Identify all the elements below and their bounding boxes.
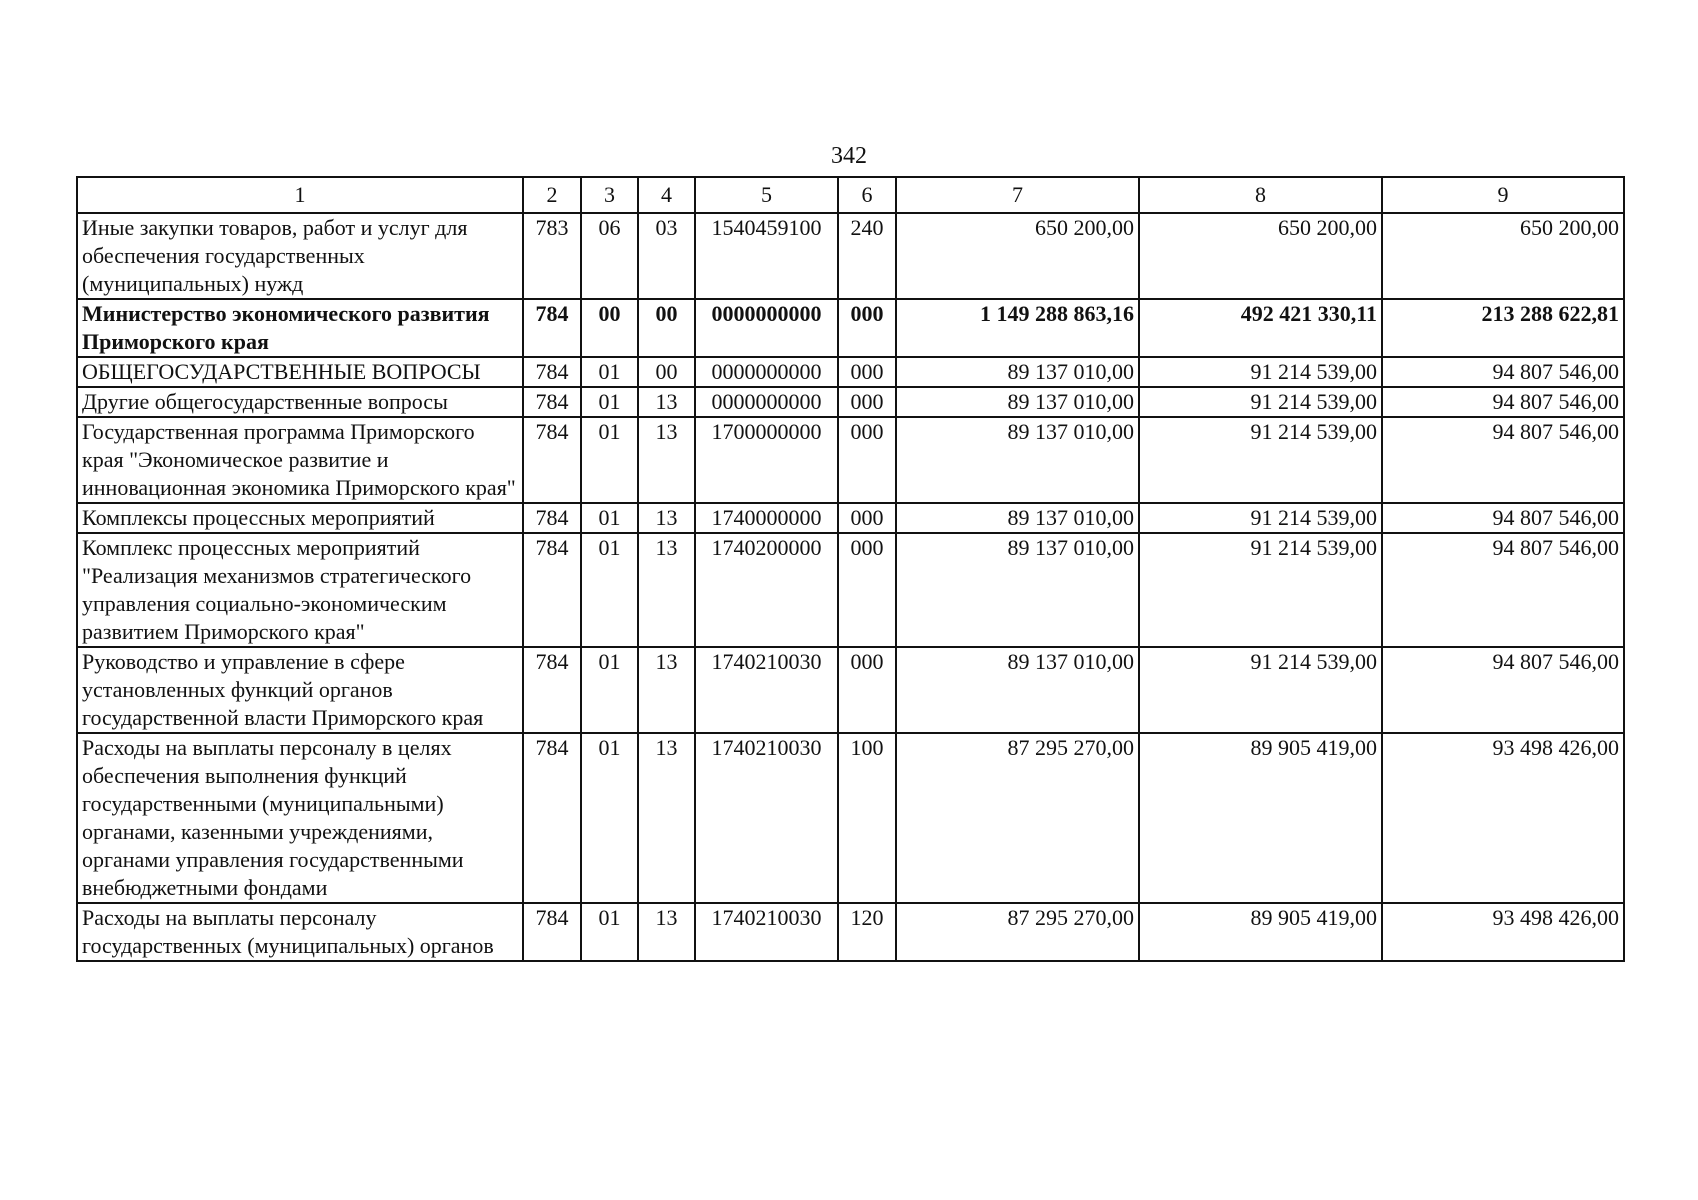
subsection-code: 13 (638, 503, 695, 533)
ministry-code: 784 (523, 417, 581, 503)
amount-col-7: 89 137 010,00 (896, 503, 1139, 533)
ministry-code: 784 (523, 503, 581, 533)
target-article-code: 0000000000 (695, 357, 838, 387)
expense-type-code: 120 (838, 903, 896, 961)
target-article-code: 1740000000 (695, 503, 838, 533)
amount-col-8: 91 214 539,00 (1139, 387, 1382, 417)
target-article-code: 1740210030 (695, 903, 838, 961)
table-row (77, 417, 1624, 503)
subsection-code: 03 (638, 213, 695, 299)
table-row (77, 533, 1624, 647)
section-code: 01 (581, 647, 638, 733)
budget-table (76, 176, 1625, 962)
section-code: 00 (581, 299, 638, 357)
amount-col-7: 89 137 010,00 (896, 533, 1139, 647)
amount-col-7: 87 295 270,00 (896, 733, 1139, 903)
amount-col-9: 94 807 546,00 (1382, 503, 1624, 533)
subsection-code: 13 (638, 387, 695, 417)
amount-col-9: 93 498 426,00 (1382, 733, 1624, 903)
row-name: Государственная программа Приморского края "Экономическое развитие и инновационная экономика Приморского края" (77, 417, 523, 503)
amount-col-7: 89 137 010,00 (896, 357, 1139, 387)
ministry-code: 784 (523, 357, 581, 387)
table-row (77, 387, 1624, 417)
expense-type-code: 000 (838, 533, 896, 647)
subsection-code: 13 (638, 417, 695, 503)
column-header: 2 (523, 177, 581, 213)
row-name: Другие общегосударственные вопросы (77, 387, 523, 417)
column-number-header-row (77, 177, 1624, 213)
amount-col-8: 89 905 419,00 (1139, 733, 1382, 903)
section-code: 01 (581, 387, 638, 417)
table-row (77, 299, 1624, 357)
section-code: 01 (581, 417, 638, 503)
row-name: Комплекс процессных мероприятий "Реализация механизмов стратегического управления социально-экономическим развитием Приморского края" (77, 533, 523, 647)
target-article-code: 1740210030 (695, 733, 838, 903)
row-name: Комплексы процессных мероприятий (77, 503, 523, 533)
table-row (77, 733, 1624, 903)
column-header: 7 (896, 177, 1139, 213)
amount-col-7: 1 149 288 863,16 (896, 299, 1139, 357)
target-article-code: 0000000000 (695, 299, 838, 357)
section-code: 01 (581, 903, 638, 961)
target-article-code: 0000000000 (695, 387, 838, 417)
column-header: 5 (695, 177, 838, 213)
expense-type-code: 000 (838, 357, 896, 387)
row-name: Иные закупки товаров, работ и услуг для обеспечения государственных (муниципальных) нужд (77, 213, 523, 299)
subsection-code: 13 (638, 533, 695, 647)
amount-col-8: 650 200,00 (1139, 213, 1382, 299)
amount-col-9: 94 807 546,00 (1382, 533, 1624, 647)
expense-type-code: 240 (838, 213, 896, 299)
page-number: 342 (831, 143, 867, 169)
amount-col-7: 87 295 270,00 (896, 903, 1139, 961)
ministry-code: 783 (523, 213, 581, 299)
target-article-code: 1740210030 (695, 647, 838, 733)
ministry-code: 784 (523, 733, 581, 903)
subsection-code: 00 (638, 357, 695, 387)
amount-col-8: 492 421 330,11 (1139, 299, 1382, 357)
table-row (77, 903, 1624, 961)
amount-col-8: 91 214 539,00 (1139, 503, 1382, 533)
expense-type-code: 100 (838, 733, 896, 903)
row-name: ОБЩЕГОСУДАРСТВЕННЫЕ ВОПРОСЫ (77, 357, 523, 387)
amount-col-7: 650 200,00 (896, 213, 1139, 299)
amount-col-8: 91 214 539,00 (1139, 417, 1382, 503)
amount-col-8: 91 214 539,00 (1139, 647, 1382, 733)
table-row (77, 213, 1624, 299)
expense-type-code: 000 (838, 299, 896, 357)
row-name: Министерство экономического развития Приморского края (77, 299, 523, 357)
amount-col-7: 89 137 010,00 (896, 647, 1139, 733)
column-header: 3 (581, 177, 638, 213)
column-header: 9 (1382, 177, 1624, 213)
ministry-code: 784 (523, 299, 581, 357)
expense-type-code: 000 (838, 417, 896, 503)
amount-col-8: 91 214 539,00 (1139, 357, 1382, 387)
amount-col-7: 89 137 010,00 (896, 417, 1139, 503)
subsection-code: 13 (638, 647, 695, 733)
target-article-code: 1740200000 (695, 533, 838, 647)
section-code: 01 (581, 503, 638, 533)
subsection-code: 13 (638, 733, 695, 903)
target-article-code: 1540459100 (695, 213, 838, 299)
section-code: 01 (581, 733, 638, 903)
section-code: 01 (581, 533, 638, 647)
table-row (77, 357, 1624, 387)
amount-col-9: 93 498 426,00 (1382, 903, 1624, 961)
table-row (77, 647, 1624, 733)
target-article-code: 1700000000 (695, 417, 838, 503)
ministry-code: 784 (523, 647, 581, 733)
amount-col-9: 213 288 622,81 (1382, 299, 1624, 357)
column-header: 4 (638, 177, 695, 213)
expense-type-code: 000 (838, 647, 896, 733)
subsection-code: 13 (638, 903, 695, 961)
ministry-code: 784 (523, 533, 581, 647)
row-name: Руководство и управление в сфере установленных функций органов государственной власти Приморского края (77, 647, 523, 733)
amount-col-8: 89 905 419,00 (1139, 903, 1382, 961)
column-header: 1 (77, 177, 523, 213)
column-header: 6 (838, 177, 896, 213)
row-name: Расходы на выплаты персоналу государственных (муниципальных) органов (77, 903, 523, 961)
section-code: 01 (581, 357, 638, 387)
section-code: 06 (581, 213, 638, 299)
table-row (77, 503, 1624, 533)
amount-col-9: 650 200,00 (1382, 213, 1624, 299)
ministry-code: 784 (523, 387, 581, 417)
row-name: Расходы на выплаты персоналу в целях обеспечения выполнения функций государственными (муниципальными) органами, казенными учреждениями, органами управления государственными внебюджетными фондами (77, 733, 523, 903)
amount-col-9: 94 807 546,00 (1382, 417, 1624, 503)
amount-col-7: 89 137 010,00 (896, 387, 1139, 417)
column-header: 8 (1139, 177, 1382, 213)
amount-col-8: 91 214 539,00 (1139, 533, 1382, 647)
amount-col-9: 94 807 546,00 (1382, 647, 1624, 733)
expense-type-code: 000 (838, 387, 896, 417)
expense-type-code: 000 (838, 503, 896, 533)
ministry-code: 784 (523, 903, 581, 961)
amount-col-9: 94 807 546,00 (1382, 357, 1624, 387)
amount-col-9: 94 807 546,00 (1382, 387, 1624, 417)
subsection-code: 00 (638, 299, 695, 357)
